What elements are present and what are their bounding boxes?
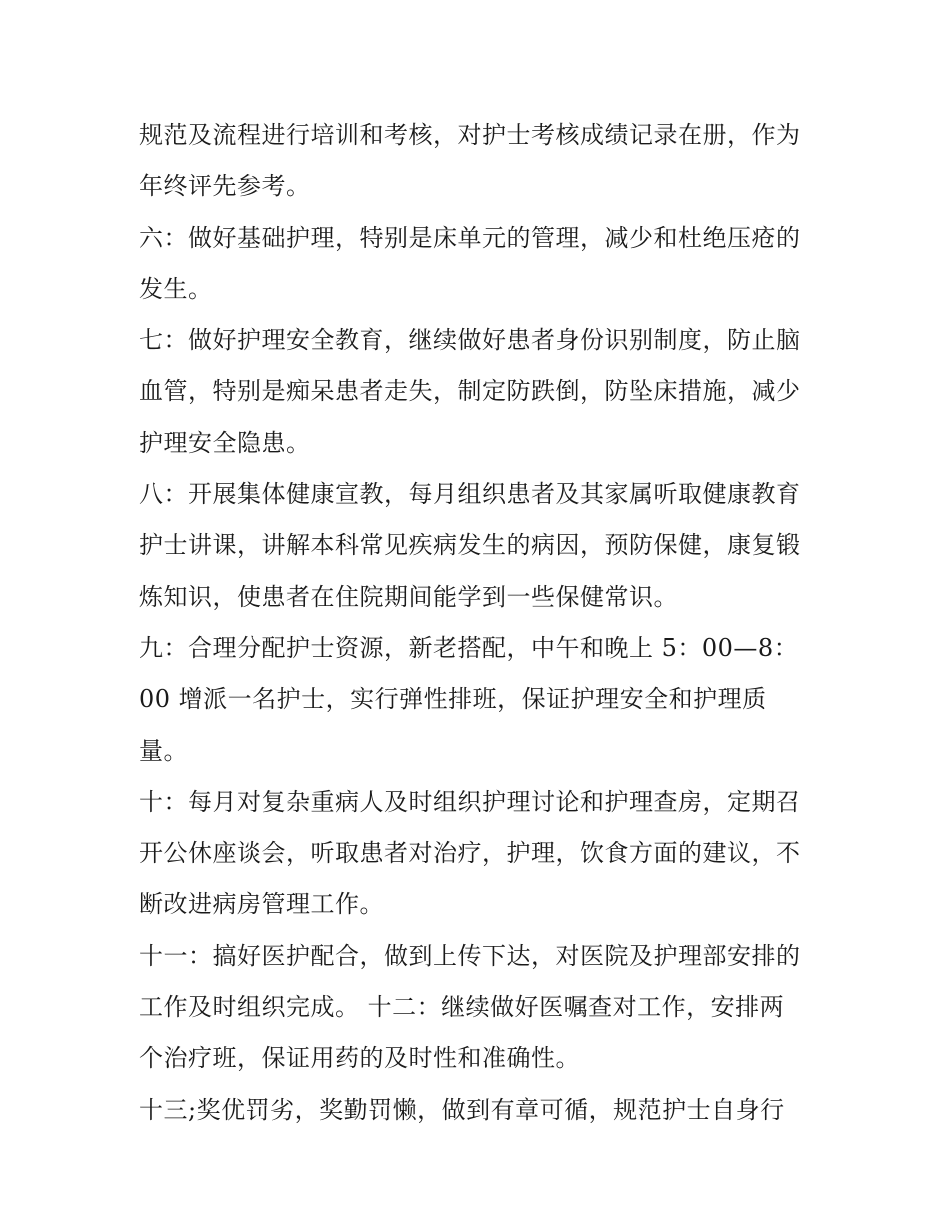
document-body	[139, 110, 829, 1136]
text-line: 护理安全隐患。	[139, 428, 311, 457]
text-line: 规范及流程进行培训和考核，对护士考核成绩记录在册，作为	[139, 121, 801, 149]
text-line: 护士讲课，讲解本科常见疾病发生的病因，预防保健，康复锻	[139, 531, 801, 560]
text-line: 工作及时组织完成。 十二：继续做好医嘱查对工作，安排两	[139, 993, 785, 1022]
text-line: 年终评先参考。	[139, 172, 311, 201]
text-line: 量。	[139, 736, 188, 765]
text-line: 七：做好护理安全教育，继续做好患者身份识别制度，防止脑	[139, 326, 801, 355]
text-line: 八：开展集体健康宣教，每月组织患者及其家属听取健康教育	[139, 480, 801, 509]
text-line: 九：合理分配护士资源，新老搭配，中午和晚上 5：00—8：	[139, 633, 799, 662]
text-line: 血管，特别是痴呆患者走失，制定防跌倒，防坠床措施，减少	[139, 377, 801, 406]
text-line: 断改进病房管理工作。	[139, 890, 384, 919]
text-line: 发生。	[139, 274, 213, 303]
text-line: 十一：搞好医护配合，做到上传下达，对医院及护理部安排的	[139, 941, 801, 970]
text-line: 十：每月对复杂重病人及时组织护理讨论和护理查房，定期召	[139, 787, 801, 816]
text-line: 十三;奖优罚劣，奖勤罚懒，做到有章可循，规范护士自身行	[139, 1095, 785, 1124]
text-line: 炼知识，使患者在住院期间能学到一些保健常识。	[139, 582, 678, 611]
text-line: 六：做好基础护理，特别是床单元的管理，减少和杜绝压疮的	[139, 223, 801, 252]
text-line: 开公休座谈会，听取患者对治疗，护理，饮食方面的建议，不	[139, 839, 801, 868]
text-line: 00 增派一名护士，实行弹性排班，保证护理安全和护理质	[139, 685, 767, 714]
text-line: 个治疗班，保证用药的及时性和准确性。	[139, 1044, 580, 1073]
